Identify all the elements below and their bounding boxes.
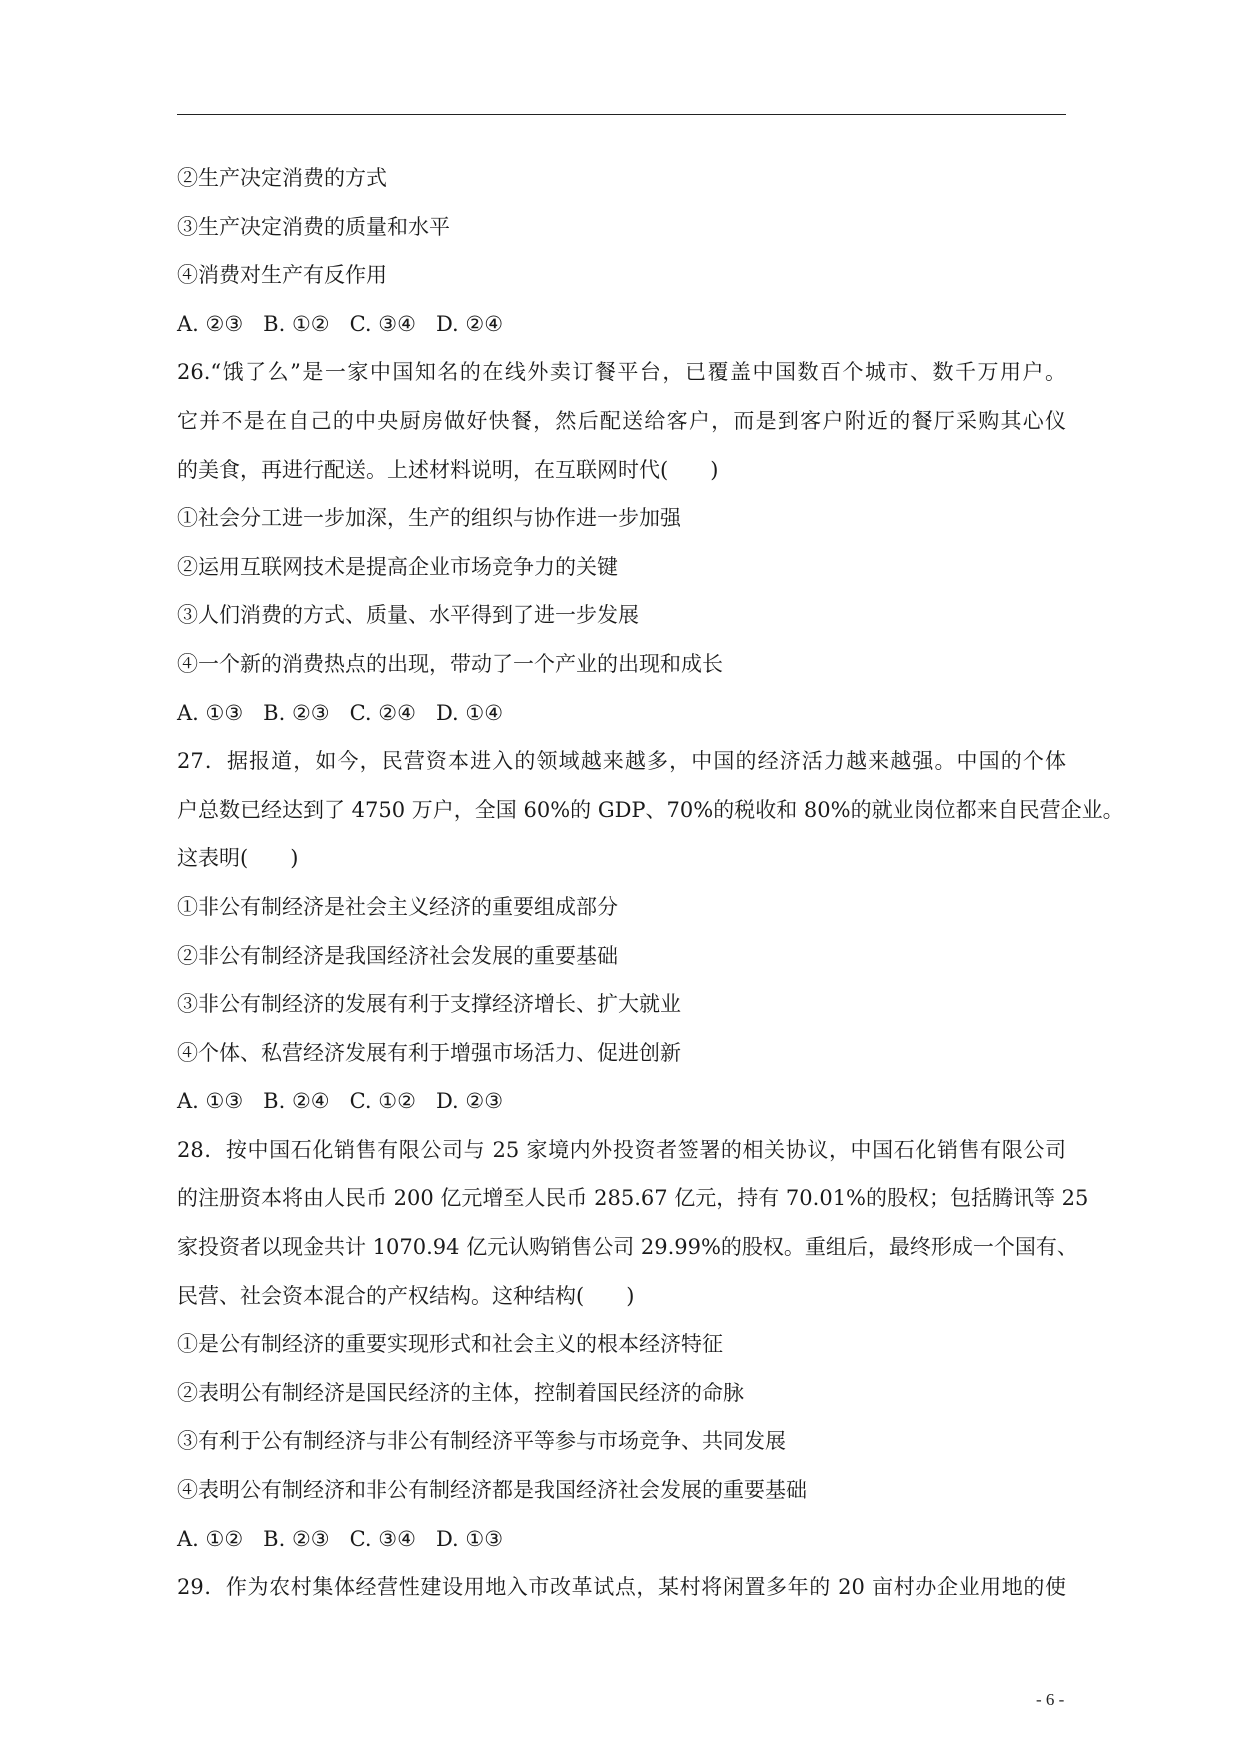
q28-stem-line: 家投资者以现金共计 1070.94 亿元认购销售公司 29.99%的股权。重组后，最终形成一个国有、 xyxy=(177,1235,1078,1260)
q26-stem-line: 的美食，再进行配送。上述材料说明，在互联网时代( ) xyxy=(177,457,719,482)
answer-choice: A. ①② xyxy=(177,1526,244,1551)
q25-answer-choices xyxy=(177,300,1066,349)
q27-option-1: ①非公有制经济是社会主义经济的重要组成部分 xyxy=(177,894,618,919)
q26-stem-line: 26.“饿了么”是一家中国知名的在线外卖订餐平台，已覆盖中国数百个城市、数千万用户。 xyxy=(177,360,1066,385)
q25-option-3: ③生产决定消费的质量和水平 xyxy=(177,214,450,239)
answer-choice: D. ②④ xyxy=(435,311,504,336)
answer-choice: C. ③④ xyxy=(349,1526,416,1551)
q26-option-2: ②运用互联网技术是提高企业市场竞争力的关键 xyxy=(177,554,618,579)
q26-stem-line: 它并不是在自己的中央厨房做好快餐，然后配送给客户，而是到客户附近的餐厅采购其心仪 xyxy=(177,408,1066,433)
q28-option-1: ①是公有制经济的重要实现形式和社会主义的根本经济特征 xyxy=(177,1332,723,1357)
answer-choice: D. ②③ xyxy=(435,1089,504,1114)
q27-option-4: ④个体、私营经济发展有利于增强市场活力、促进创新 xyxy=(177,1040,681,1065)
q26-option-3: ③人们消费的方式、质量、水平得到了进一步发展 xyxy=(177,603,639,628)
answer-choice: B. ②③ xyxy=(263,700,330,725)
q25-option-2: ②生产决定消费的方式 xyxy=(177,166,387,190)
answer-choice: B. ②③ xyxy=(263,1526,330,1551)
answer-choice: C. ①② xyxy=(349,1089,416,1114)
q27-option-3: ③非公有制经济的发展有利于支撑经济增长、扩大就业 xyxy=(177,992,681,1017)
answer-choice: A. ①③ xyxy=(177,1089,244,1114)
answer-choice: C. ③④ xyxy=(349,311,416,336)
q26-option-4: ④一个新的消费热点的出现，带动了一个产业的出现和成长 xyxy=(177,651,723,676)
q26-answer-choices xyxy=(177,689,1066,738)
q28-stem-line: 28．按中国石化销售有限公司与 25 家境内外投资者签署的相关协议，中国石化销售有限公司 xyxy=(177,1137,1066,1162)
q28-option-3: ③有利于公有制经济与非公有制经济平等参与市场竞争、共同发展 xyxy=(177,1429,786,1454)
answer-choice: D. ①③ xyxy=(435,1526,504,1551)
q26-option-1: ①社会分工进一步加深，生产的组织与协作进一步加强 xyxy=(177,506,681,531)
q28-option-2: ②表明公有制经济是国民经济的主体，控制着国民经济的命脉 xyxy=(177,1380,744,1405)
q27-stem-line: 这表明( ) xyxy=(177,846,299,871)
page-number: - 6 - xyxy=(1036,1690,1065,1709)
answer-choice: A. ②③ xyxy=(177,311,244,336)
q27-stem-line: 户总数已经达到了 4750 万户，全国 60%的 GDP、70%的税收和 80%的就业岗位都来自民营企业。 xyxy=(177,797,1124,822)
answer-choice: B. ②④ xyxy=(263,1089,330,1114)
q27-answer-choices xyxy=(177,1077,1066,1126)
q27-option-2: ②非公有制经济是我国经济社会发展的重要基础 xyxy=(177,943,618,968)
answer-choice: B. ①② xyxy=(263,311,330,336)
q29-stem-line: 29．作为农村集体经营性建设用地入市改革试点，某村将闲置多年的 20 亩村办企业用地的使 xyxy=(177,1575,1066,1600)
page-content xyxy=(177,154,1124,1612)
q25-option-4: ④消费对生产有反作用 xyxy=(177,263,387,288)
answer-choice: A. ①③ xyxy=(177,700,244,725)
answer-choice: D. ①④ xyxy=(435,700,504,725)
q28-answer-choices xyxy=(177,1515,1066,1564)
q28-option-4: ④表明公有制经济和非公有制经济都是我国经济社会发展的重要基础 xyxy=(177,1478,807,1503)
q28-stem-line: 民营、社会资本混合的产权结构。这种结构( ) xyxy=(177,1283,635,1308)
answer-choice: C. ②④ xyxy=(349,700,416,725)
q27-stem-line: 27．据报道，如今，民营资本进入的领域越来越多，中国的经济活力越来越强。中国的个体 xyxy=(177,749,1066,774)
q28-stem-line: 的注册资本将由人民币 200 亿元增至人民币 285.67 亿元，持有 70.01%的股权；包括腾讯等 25 xyxy=(177,1186,1089,1211)
header-rule xyxy=(177,114,1066,115)
